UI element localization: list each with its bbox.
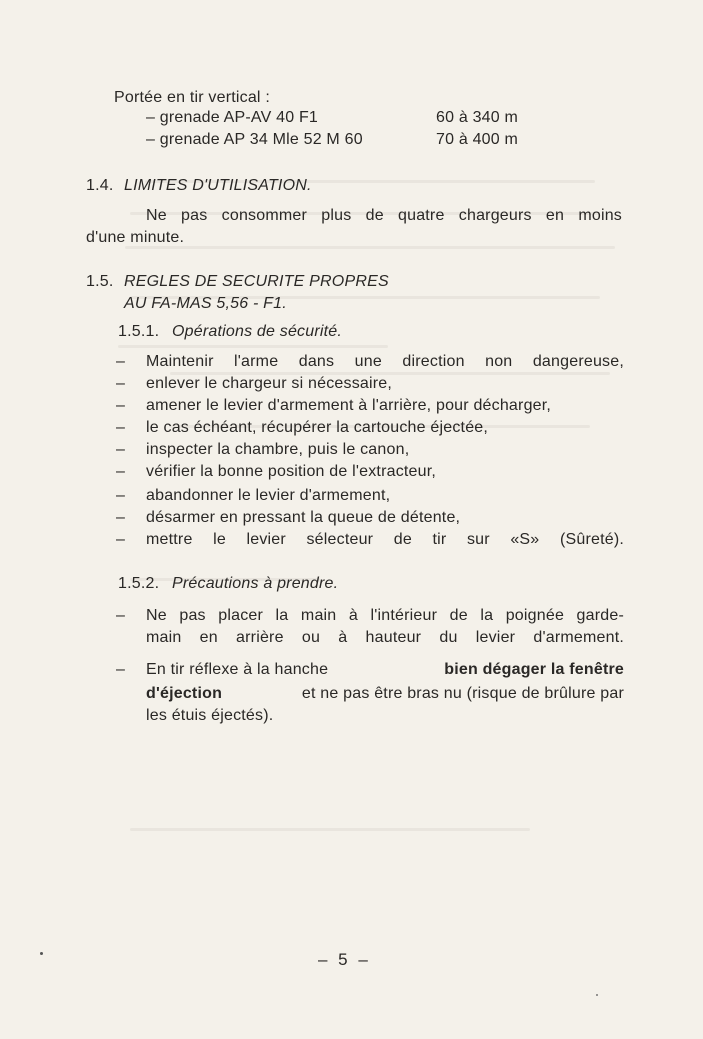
list-dash: – (116, 487, 125, 504)
list-item: le cas échéant, récupérer la cartouche éjectée, (146, 419, 489, 436)
list-dash: – (116, 375, 125, 392)
section-title: REGLES DE SECURITE PROPRES (124, 273, 389, 290)
section-number: 1.4. (86, 177, 114, 194)
paper-speck (40, 952, 43, 955)
list-dash: – (116, 397, 125, 414)
paragraph-line: Ne pas consommer plus de quatre chargeurs en moins (146, 207, 622, 224)
subsection-title: Opérations de sécurité. (172, 323, 343, 340)
emphasized-text: d'éjection (146, 685, 223, 702)
list-dash: – (116, 509, 125, 526)
portee-row-value: 70 à 400 m (436, 131, 519, 148)
list-item: vérifier la bonne position de l'extracteur, (146, 463, 437, 480)
list-item: désarmer en pressant la queue de détente, (146, 509, 461, 526)
list-item: abandonner le levier d'armement, (146, 487, 391, 504)
portee-row-value: 60 à 340 m (436, 109, 519, 126)
list-item: inspecter la chambre, puis le canon, (146, 441, 410, 458)
portee-row-label: – grenade AP-AV 40 F1 (146, 109, 319, 126)
list-dash: – (116, 463, 125, 480)
list-item-continued: les étuis éjectés). (146, 707, 274, 724)
subsection-number: 1.5.1. (118, 323, 160, 340)
list-dash: – (116, 419, 125, 436)
portee-row-label: – grenade AP 34 Mle 52 M 60 (146, 131, 363, 148)
paper-speck (596, 994, 598, 996)
subsection-title: Précautions à prendre. (172, 575, 339, 592)
list-item (146, 660, 624, 680)
page-number: – 5 – (318, 950, 371, 969)
list-dash: – (116, 607, 125, 624)
list-dash: – (116, 353, 125, 370)
section-title-continued: AU FA-MAS 5,56 - F1. (124, 295, 287, 312)
list-item-continued (146, 684, 624, 704)
list-item-text: En tir réflexe à la hanche (146, 661, 329, 678)
list-item: amener le levier d'armement à l'arrière, pour décharger, (146, 397, 552, 414)
list-item: Maintenir l'arme dans une direction non dangereuse, (146, 353, 624, 370)
list-item: enlever le chargeur si nécessaire, (146, 375, 393, 392)
portee-intro: Portée en tir vertical : (114, 89, 270, 106)
paragraph-line: d'une minute. (86, 229, 185, 246)
section-number: 1.5. (86, 273, 114, 290)
list-item: mettre le levier sélecteur de tir sur «S» (Sûreté). (146, 531, 624, 548)
list-dash: – (116, 531, 125, 548)
list-item-text: et ne pas être bras nu (risque de brûlure par (301, 685, 624, 702)
section-title: LIMITES D'UTILISATION. (124, 177, 312, 194)
emphasized-text: bien dégager la fenêtre (444, 661, 624, 678)
list-dash: – (116, 441, 125, 458)
list-item: Ne pas placer la main à l'intérieur de la poignée garde- (146, 607, 624, 624)
list-item-continued: main en arrière ou à hauteur du levier d'armement. (146, 629, 624, 646)
subsection-number: 1.5.2. (118, 575, 160, 592)
list-dash: – (116, 661, 125, 678)
